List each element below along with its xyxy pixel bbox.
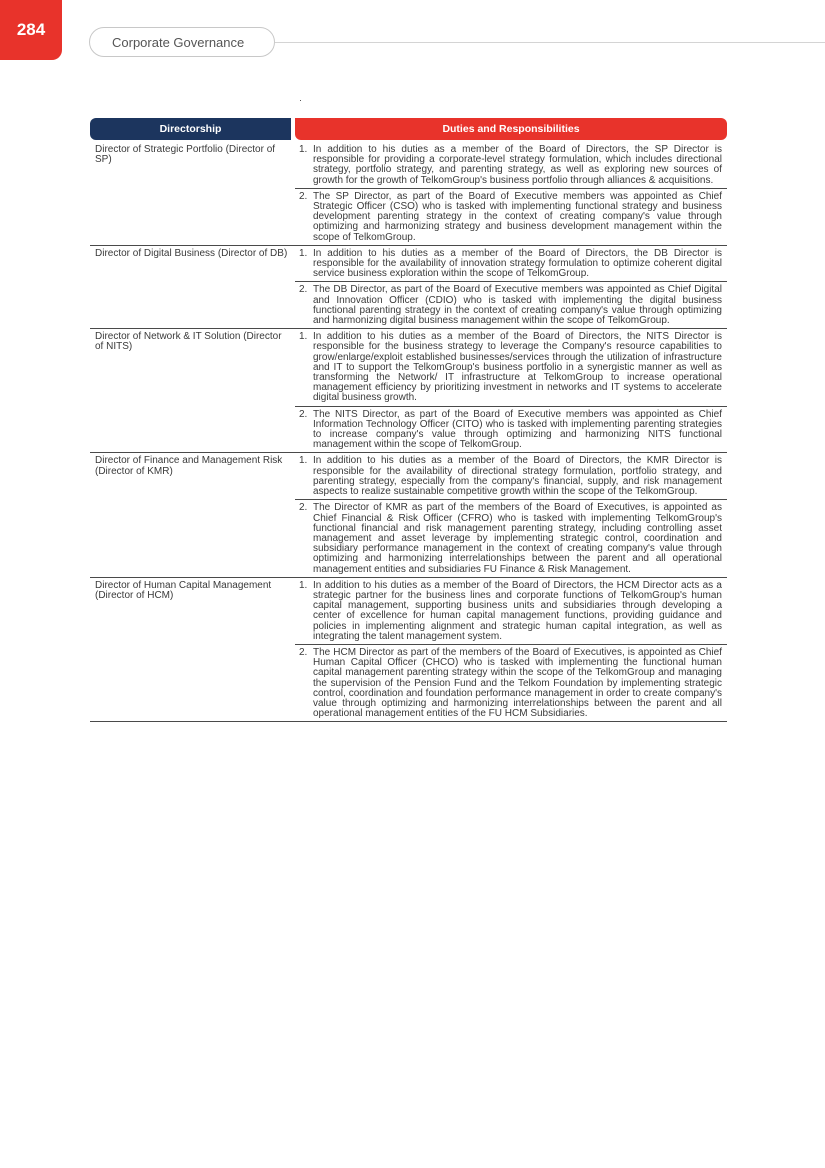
column-header-duties: Duties and Responsibilities <box>295 118 727 140</box>
duty-text: In addition to his duties as a member of the Board of Directors, the KMR Director is responsible for the availability of directional strategy formulation, portfolio strategy, and parenting strategy, especially from the company's financial, supply, and risk management aspects to realize sustainable competitive growth within the scope of the TelkomGroup. <box>313 455 722 498</box>
duty-number: 1. <box>299 247 308 259</box>
duty-item <box>295 453 727 500</box>
director-name: Director of Network & IT Solution (Director of NITS) <box>90 329 295 453</box>
duty-text: The DB Director, as part of the Board of Executive members was appointed as Chief Digital and Innovation Officer (CDIO) who is tasked with implementing the digital business functional parenting strategy in the context of creating company's value through optimizing and harmonizing digital business management within the scope of TelkomGroup. <box>313 284 722 327</box>
duty-item <box>295 329 727 406</box>
duty-number: 2. <box>299 408 308 420</box>
column-header-directorship: Directorship <box>90 118 295 140</box>
duty-text: In addition to his duties as a member of the Board of Directors, the NITS Director is responsible for the business strategy to leverage the Company's resource capabilities to grow/enlarge/exploit established businesses/services through the utilization of infrastructure and IT to support the TelkomGroup's business portfolio in a synergistic manner as well as transforming the Network/ IT infrastructure at TelkomGroup to increase operational management efficiency by prioritizing investment in networks and IT systems to accelerate digital business growth. <box>313 331 722 404</box>
director-name: Director of Digital Business (Director of DB) <box>90 246 295 329</box>
duty-text: The SP Director, as part of the Board of Executive members was appointed as Chief Strategic Officer (CSO) who is tasked with implementing functional strategy and business development parenting strategy in the context of creating company's value through optimizing and harmonizing strategy and business development management within the scope of TelkomGroup. <box>313 190 722 243</box>
duty-number: 1. <box>299 579 308 591</box>
stray-dot <box>300 100 301 101</box>
duty-text: In addition to his duties as a member of the Board of Directors, the HCM Director acts as a strategic partner for the business lines and corporate functions of TelkomGroup's human capital management, supporting business units and subsidiaries through developing a center of excellence for human capital management functions, providing guidance and policies in implementing alignment and strategic human capital integration, as well as integrating the talent management system. <box>313 579 722 642</box>
duty-number: 2. <box>299 502 308 514</box>
duty-number: 1. <box>299 455 308 467</box>
table-row <box>90 578 727 645</box>
director-name: Director of Human Capital Management (Director of HCM) <box>90 578 295 723</box>
duty-text: In addition to his duties as a member of the Board of Directors, the DB Director is responsible for the availability of innovation strategy formulation to optimize coherent digital service business exploration within the scope of TelkomGroup. <box>313 247 722 280</box>
duty-text: The HCM Director as part of the members of the Board of Executives, is appointed as Chief Human Capital Officer (CHCO) who is tasked with implementing the functional human capital management parenting strategy within the scope of the TelkomGroup and managing the supervision of the Pension Fund and the Telkom Foundation by implementing strategic control, coordination and foundation performance management in order to create company's value through optimizing and harmonizing interrelationships between the parent and all operational management entities of the FU HCM Subsidiaries. <box>313 646 722 720</box>
table-row <box>90 246 727 283</box>
duty-number: 1. <box>299 144 308 155</box>
duty-number: 2. <box>299 284 308 296</box>
duty-item <box>295 282 727 329</box>
table-row <box>90 140 727 189</box>
page-number-badge <box>0 0 62 60</box>
duty-item <box>295 189 727 246</box>
director-name: Director of Finance and Management Risk (Director of KMR) <box>90 453 295 577</box>
duty-number: 2. <box>299 190 308 202</box>
duty-number: 2. <box>299 646 308 658</box>
duty-text: The NITS Director, as part of the Board of Executive members was appointed as Chief Information Technology Officer (CITO) who is tasked with implementing parenting strategies to increase company's value through optimizing and harmonizing NITS functional management within the scope of TelkomGroup. <box>313 408 722 451</box>
duty-item <box>295 645 727 722</box>
duty-text: The Director of KMR as part of the members of the Board of Executives, is appointed as Chief Financial & Risk Officer (CFRO) who is tasked with implementing TelkomGroup's functional financial and risk management parenting strategy, including controlling asset management and asset leverage by implementing strategic control, coordination and subsidiary performance management in the context of creating company's value through optimizing and harmonizing interrelationships between the parent and all operational management entities and subsidiaries FU Finance & Risk Management. <box>313 502 722 575</box>
duty-number: 1. <box>299 331 308 343</box>
section-title-pill <box>89 27 275 57</box>
director-name: Director of Strategic Portfolio (Director of SP) <box>90 140 295 246</box>
duty-item <box>295 578 727 645</box>
directorship-duties-table <box>90 118 727 722</box>
section-title: Corporate Governance <box>112 34 245 50</box>
table-row <box>90 329 727 406</box>
duty-text: In addition to his duties as a member of the Board of Directors, the SP Director is responsible for providing a corporate-level strategy formulation, which includes directional strategy, portfolio strategy, and parenting strategy, as well as exploring new sources of growth for the growth of TelkomGroup's business portfolio through alliances & acquisitions. <box>313 144 722 186</box>
duty-item <box>295 140 727 189</box>
header-divider <box>275 42 825 43</box>
duty-item <box>295 407 727 454</box>
page-number: 284 <box>16 20 46 39</box>
table-row <box>90 453 727 500</box>
duty-item <box>295 500 727 577</box>
table-header-row <box>90 118 727 140</box>
duty-item <box>295 246 727 283</box>
